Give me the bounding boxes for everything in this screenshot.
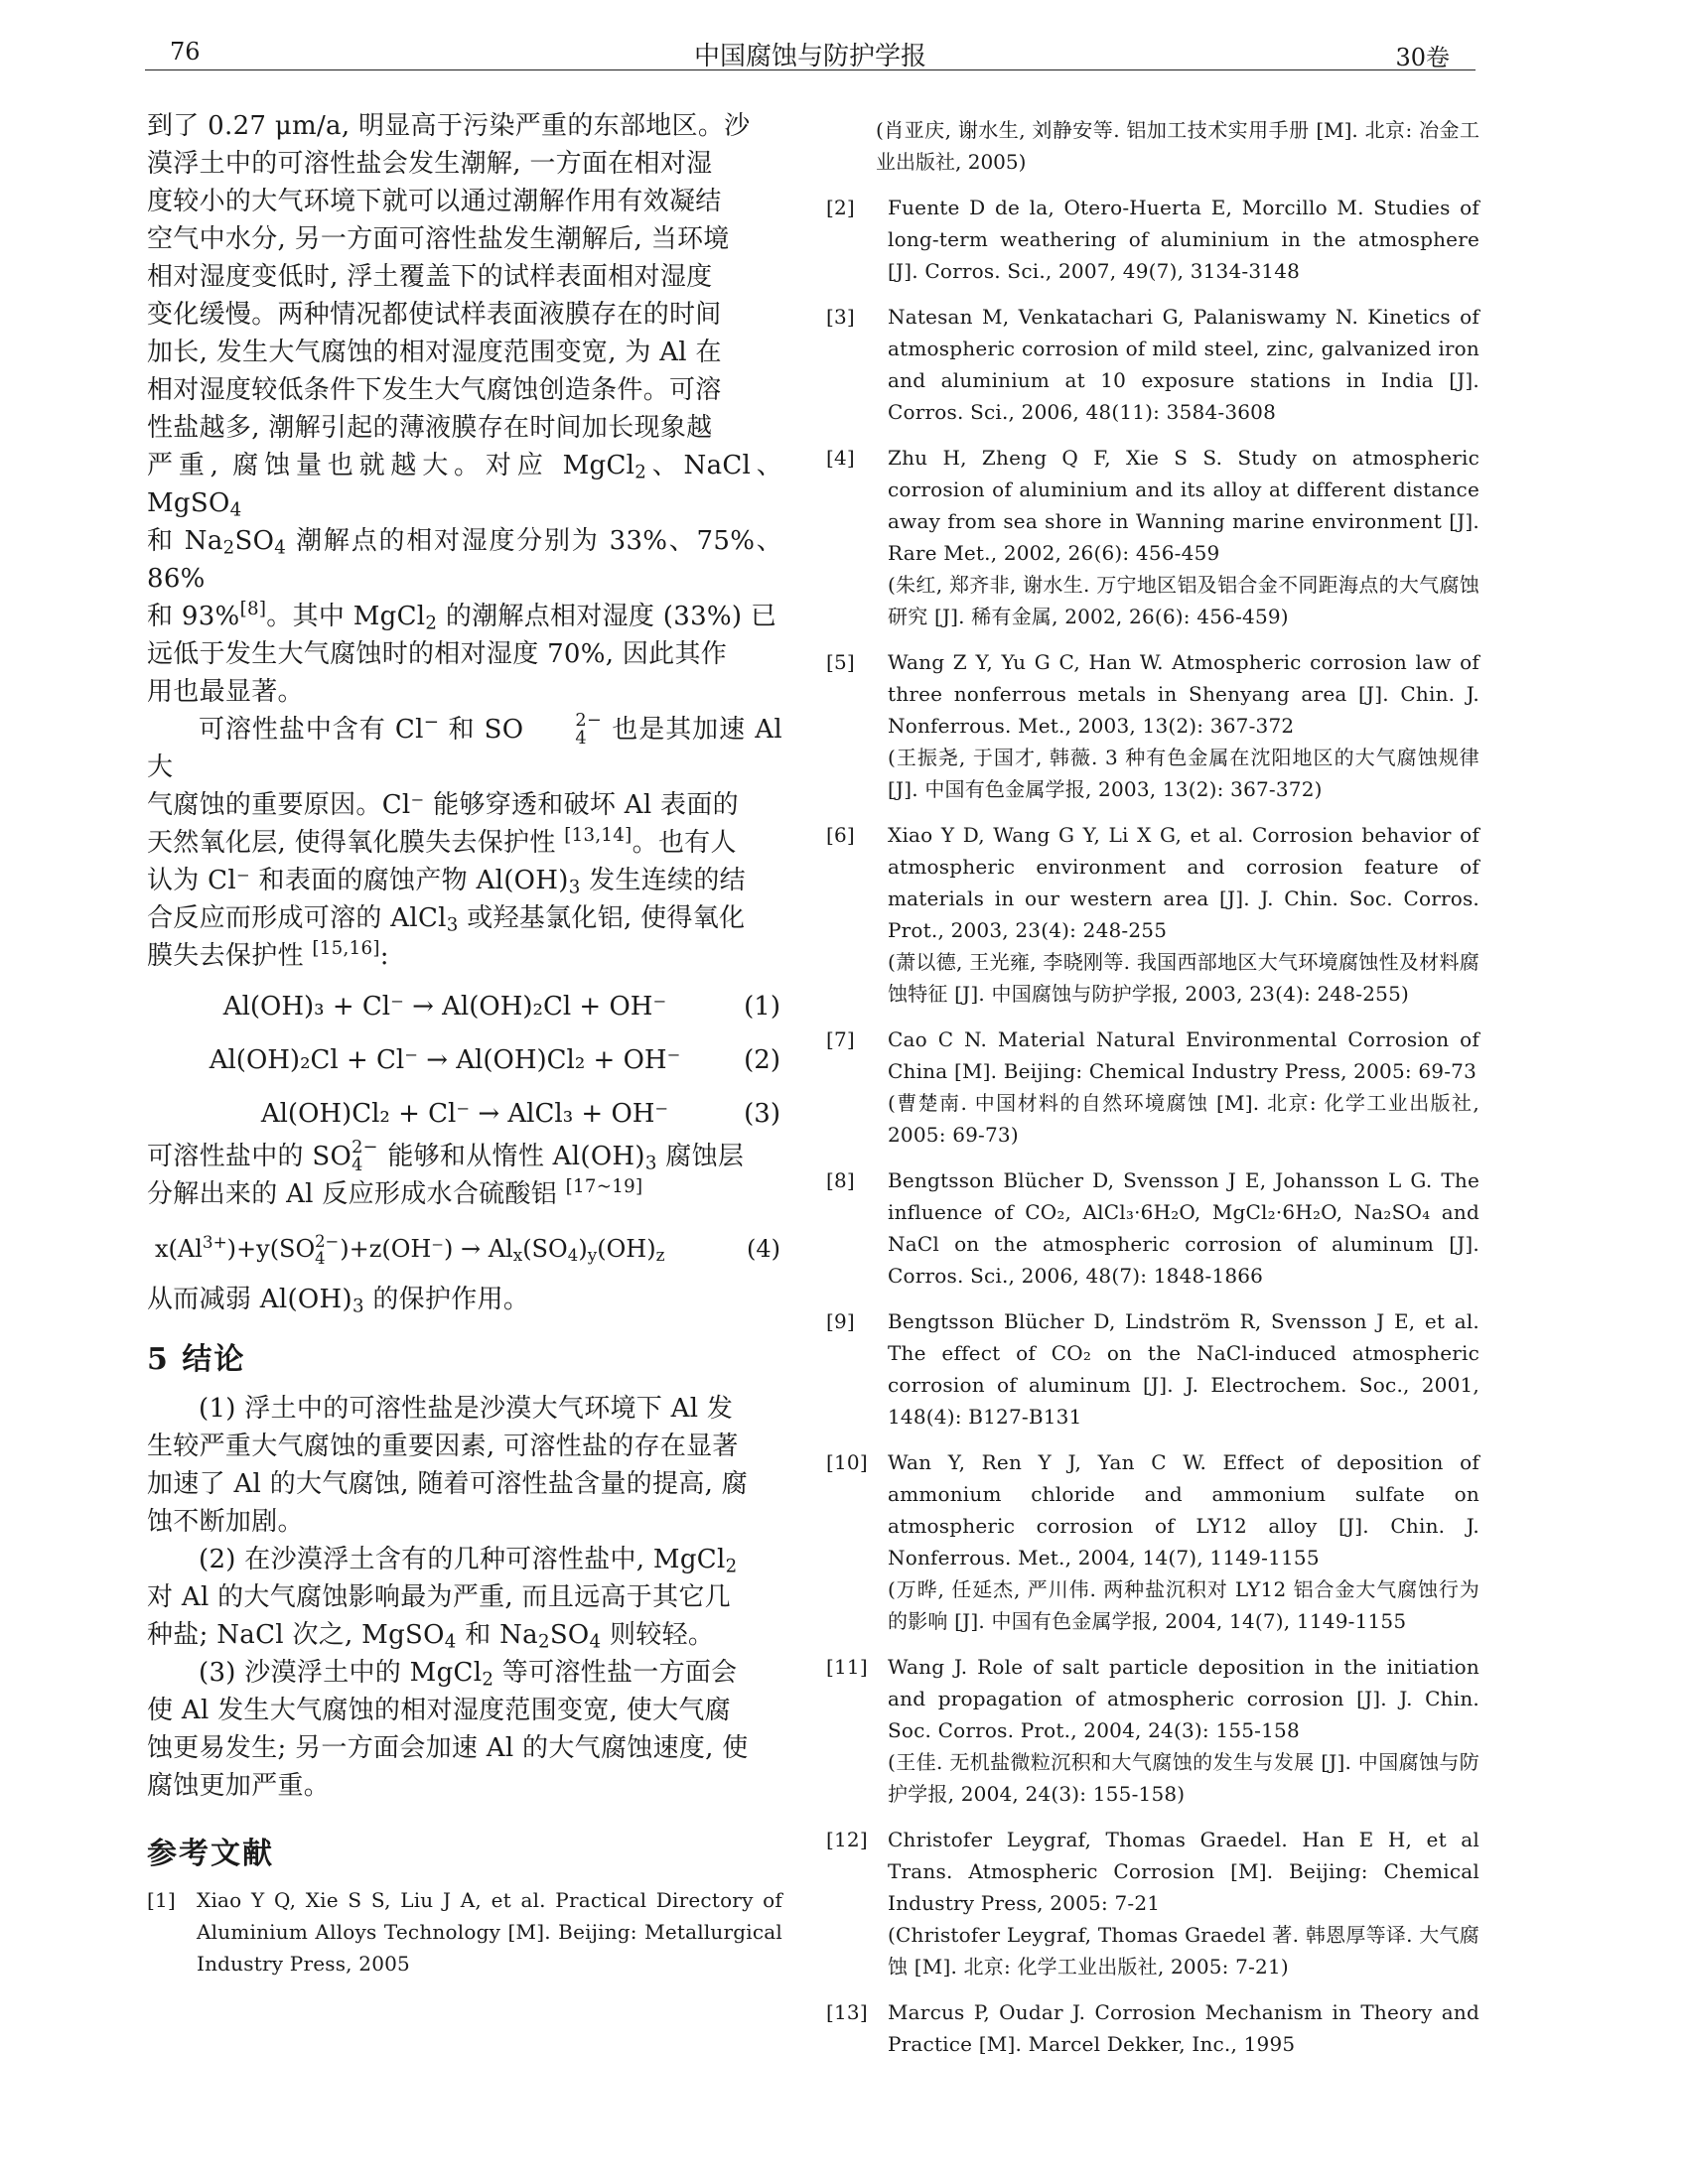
citation: [13,14] [564,825,633,846]
reference-text: Natesan M, Venkatachari G, Palaniswamy N. Kinetics of atmospheric corrosion of mild steel, zinc, galvanized iron and aluminium at 10 exposure stations in India [J]. Corros. Sci., 2006, 48(11): 3584-3608 [888,305,1479,424]
reference-number: [6] [826,823,855,847]
equation-3: Al(OH)Cl₂ + Cl⁻ → AlCl₃ + OH⁻ (3) [260,1099,780,1129]
conclusion-1 [147,1390,782,1541]
text-line: 变化缓慢。两种情况都使试样表面液膜存在的时间 [147,300,722,330]
text-line: 性盐越多, 潮解引起的薄液膜存在时间加长现象越 [147,413,713,443]
page-header [145,30,1476,69]
reference-number: [2] [826,196,855,219]
reference-text: Bengtsson Blücher D, Svensson J E, Johansson L G. The influence of CO₂, AlCl₃·6H₂O, MgCl₂·6H₂O, Na₂SO₄ and NaCl on the atmospheric corrosion of aluminum [J]. Corros. Sci., 2006, 48(7): 1848-1866 [888,1168,1479,1288]
reference-number: [12] [826,1828,868,1851]
equation-4: $x(Al^{3+})+y(SO$ 2− 4 )$+z(OH^-) \to Al_x(SO_4)_y(OH)_z$ (4) [155,1231,780,1268]
citation: [8] [239,599,267,619]
text-line: 和 $Na_2SO_4$ 潮解点的相对湿度分别为 33%、75%、86% [147,526,782,594]
paragraph-3 [147,1138,782,1213]
reference-text: Christofer Leygraf, Thomas Graedel. Han E H, et al Trans. Atmospheric Corrosion [M]. Beijing: Chemical Industry Press, 2005: 7-21 [888,1828,1479,1915]
reference-chinese: (万晔, 任延杰, 严川伟. 两种盐沉积对 LY12 铝合金大气腐蚀行为的影响 [J]. 中国有色金属学报, 2004, 14(7), 1149-1155 [888,1577,1479,1633]
text-line: 加长, 发生大气腐蚀的相对湿度范围变宽, 为 Al 在 [147,338,722,367]
conclusion-3 [147,1654,782,1805]
conclusion-2 [147,1541,782,1654]
reference-item [826,646,1479,805]
text-line: 严重, 腐蚀量也就越大。对应 MgCl$_2$、NaCl、MgSO$_4$ [147,451,783,521]
paragraph-2 [147,711,782,975]
reference-number: [4] [826,446,855,470]
text-line: 蚀更易发生; 另一方面会加速 Al 的大气腐蚀速度, 使 [147,1733,749,1763]
text-line: 合反应而形成可溶的 AlCl$_3$ 或羟基氯化铝, 使得氧化 [147,903,746,936]
section-title: 5 结论 [147,1342,246,1377]
reference-chinese: (萧以德, 王光雍, 李晓刚等. 我国西部地区大气环境腐蚀性及材料腐蚀特征 [J]. 中国腐蚀与防护学报, 2003, 23(4): 248-255) [888,950,1479,1006]
equation-2: Al(OH)₂Cl + Cl⁻ → Al(OH)Cl₂ + OH⁻ (2) [209,1045,780,1075]
reference-list [826,192,1479,2060]
reference-item [826,192,1479,287]
reference-item: [1] Xiao Y Q, Xie S S, Liu J A, et al. Practical Directory of Aluminium Alloys Technology [M]. Beijing: Metallurgical Industry Press, 2005 [147,1888,782,1976]
text-line: 使 Al 发生大气腐蚀的相对湿度范围变宽, 使大气腐 [147,1696,731,1725]
text-line: 生较严重大气腐蚀的重要因素, 可溶性盐的存在显著 [147,1432,739,1461]
text-line: 从而减弱 $Al(OH)_3$ 的保护作用。 [147,1285,530,1317]
text-line: 和 93%[8]。其中 MgCl$_2$ 的潮解点相对湿度 (33%) 已 [147,599,777,634]
reference-item [826,1305,1479,1433]
references-title: 参考文献 [147,1837,274,1871]
reference-text: Wan Y, Ren Y J, Yan C W. Effect of deposition of ammonium chloride and ammonium sulfate on atmospheric corrosion of LY12 alloy [J]. Chin. J. Nonferrous. Met., 2004, 14(7), 1149-1155 [888,1450,1479,1570]
reference-text: Marcus P, Oudar J. Corrosion Mechanism in Theory and Practice [M]. Marcel Dekker, Inc., 1995 [888,2000,1479,2056]
reference-item [826,1024,1479,1151]
reference-number: [9] [826,1309,855,1333]
reference-item [826,301,1479,428]
reference-item [826,1996,1479,2060]
text-line: 天然氧化层, 使得氧化膜失去保护性 [13,14]。也有人 [147,825,737,858]
reference-text: Wang J. Role of salt particle deposition in the initiation and propagation of atmospheric corrosion [J]. J. Chin. Soc. Corros. Prot., 2004, 24(3): 155-158 [888,1655,1479,1742]
text-line: 远低于发生大气腐蚀时的相对湿度 70%, 因此其作 [147,639,728,669]
reference-text: Wang Z Y, Yu G C, Han W. Atmospheric corrosion law of three nonferrous metals in Shenyang area [J]. Chin. J. Nonferrous. Met., 2003, 13(2): 367-372 [888,650,1479,738]
reference-number: [3] [826,305,855,329]
reference-chinese: (王佳. 无机盐微粒沉积和大气腐蚀的发生与发展 [J]. 中国腐蚀与防护学报, 2004, 24(3): 155-158) [888,1750,1479,1806]
text-line: 用也最显著。 [147,677,304,707]
text-line: 可溶性盐中含有 Cl− 和 SO 2− 4 也是其加速 Al 大 [147,711,782,782]
text-line: 加速了 Al 的大气腐蚀, 随着可溶性盐含量的提高, 腐 [147,1469,749,1499]
text-line: 种盐; NaCl 次之, MgSO$_4$ 和 $Na_2SO_4$ 则较轻。 [147,1620,715,1653]
text-line: 对 Al 的大气腐蚀影响最为严重, 而且远高于其它几 [147,1582,731,1612]
reference-text: Xiao Y D, Wang G Y, Li X G, et al. Corrosion behavior of atmospheric environment and corrosion feature of materials in our western area [J]. J. Chin. Soc. Corros. Prot., 2003, 23(4): 248-255 [888,823,1479,942]
citation: [17~19] [565,1176,643,1197]
reference-number: [5] [826,650,855,674]
citation: [15,16] [312,938,380,959]
reference-text: Bengtsson Blücher D, Lindström R, Svensson J E, et al. The effect of CO₂ on the NaCl-induced atmospheric corrosion of aluminum [J]. J. Electrochem. Soc., 2001, 148(4): B127-B131 [888,1309,1479,1429]
text-line: 相对湿度较低条件下发生大气腐蚀创造条件。可溶 [147,375,722,405]
right-column [826,114,1479,2060]
reference-number: [8] [826,1168,855,1192]
reference-chinese: (王振尧, 于国才, 韩薇. 3 种有色金属在沈阳地区的大气腐蚀规律 [J]. 中国有色金属学报, 2003, 13(2): 367-372) [888,746,1479,801]
text-line: 分解出来的 Al 反应形成水合硫酸铝 [17~19] [147,1176,643,1209]
reference-item [826,1164,1479,1292]
equation-1: Al(OH)₃ + Cl⁻ → Al(OH)₂Cl + OH⁻ (1) [222,992,780,1022]
text-line: 认为 Cl⁻ 和表面的腐蚀产物 $Al(OH)_3$ 发生连续的结 [147,866,746,898]
reference-chinese: (曹楚南. 中国材料的自然环境腐蚀 [M]. 北京: 化学工业出版社, 2005: 69-73) [888,1091,1479,1147]
paragraph-1 [147,107,782,711]
text-line: (1) 浮土中的可溶性盐是沙漠大气环境下 Al 发 [199,1394,734,1424]
reference-item [826,819,1479,1010]
reference-text: Cao C N. Material Natural Environmental Corrosion of China [M]. Beijing: Chemical Industry Press, 2005: 69-73 [888,1027,1479,1083]
volume-label: 30卷 [1395,44,1450,71]
reference-item [826,1651,1479,1810]
header-rule [145,69,1476,70]
page-number: 76 [170,38,201,66]
reference-number: [7] [826,1027,855,1051]
reference-continuation: (肖亚庆, 谢水生, 刘静安等. 铝加工技术实用手册 [M]. 北京: 冶金工业出版社, 2005) [876,118,1479,174]
reference-item [826,442,1479,632]
text-line: 腐蚀更加严重。 [147,1771,331,1801]
text-line: (3) 沙漠浮土中的 MgCl$_2$ 等可溶性盐一方面会 [199,1658,738,1691]
journal-title: 中国腐蚀与防护学报 [693,42,926,71]
reference-number: [11] [826,1655,868,1679]
text-line: (2) 在沙漠浮土含有的几种可溶性盐中, MgCl$_2$ [199,1545,738,1577]
reference-item [826,1446,1479,1637]
text-line: 膜失去保护性 [15,16]: [147,938,389,971]
text-line: 度较小的大气环境下就可以通过潮解作用有效凝结 [147,187,722,216]
reference-number: [10] [826,1450,868,1474]
reference-text: Fuente D de la, Otero-Huerta E, Morcillo M. Studies of long-term weathering of aluminium in the atmosphere [J]. Corros. Sci., 2007, 49(7), 3134-3148 [888,196,1479,283]
text-line: 漠浮土中的可溶性盐会发生潮解, 一方面在相对湿 [147,149,713,179]
reference-chinese: (朱红, 郑齐非, 谢水生. 万宁地区铝及铝合金不同距海点的大气腐蚀研究 [J]. 稀有金属, 2002, 26(6): 456-459) [888,573,1479,628]
reference-item [826,1824,1479,1982]
text-line: 到了 0.27 μm/a, 明显高于污染严重的东部地区。沙 [147,111,751,141]
text-line: 空气中水分, 另一方面可溶性盐发生潮解后, 当环境 [147,224,730,254]
text-line: 相对湿度变低时, 浮土覆盖下的试样表面相对湿度 [147,262,713,292]
reference-text: Zhu H, Zheng Q F, Xie S S. Study on atmospheric corrosion of aluminium and its alloy at different distance away from sea shore in Wanning marine environment [J]. Rare Met., 2002, 26(6): 456-459 [888,446,1479,565]
left-column [147,107,782,1979]
text-line: 气腐蚀的重要原因。Cl⁻ 能够穿透和破坏 Al 表面的 [147,790,739,820]
text-line: 蚀不断加剧。 [147,1507,304,1537]
reference-chinese: (Christofer Leygraf, Thomas Graedel 著. 韩恩厚等译. 大气腐蚀 [M]. 北京: 化学工业出版社, 2005: 7-21) [888,1923,1479,1979]
text-line: 可溶性盐中的 SO 2− 4 能够和从惰性 $Al(OH)_3$ 腐蚀层 [147,1138,745,1175]
reference-number: [13] [826,2000,868,2024]
